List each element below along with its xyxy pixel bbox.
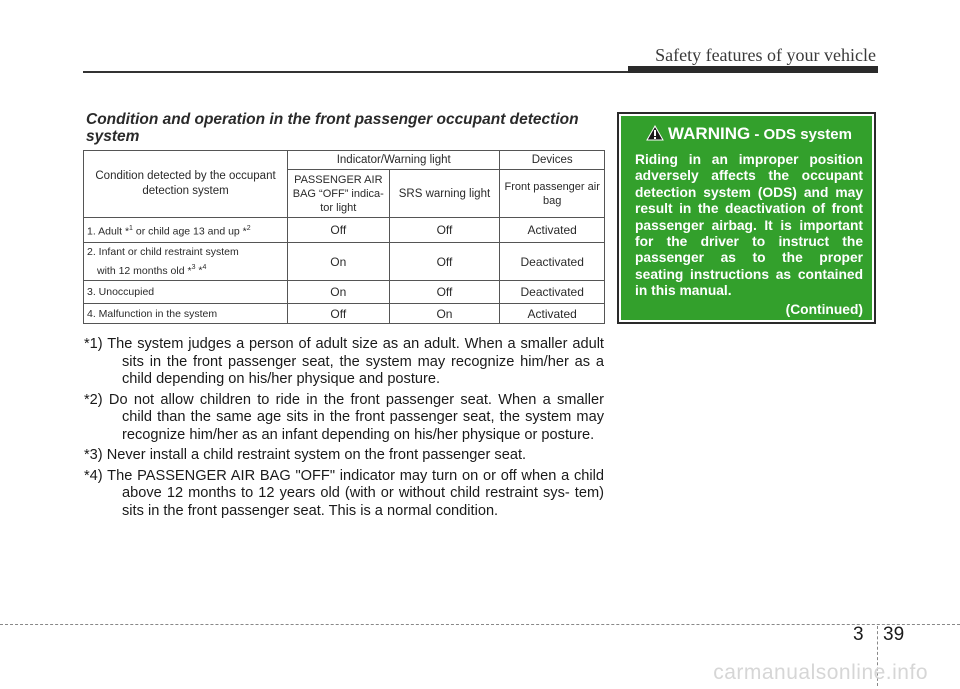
warning-triangle-icon bbox=[646, 125, 664, 146]
occupant-detection-table bbox=[83, 150, 605, 324]
header-condition: Condition detected by the occupant detection system bbox=[84, 151, 288, 218]
header-front-airbag: Front passenger air bag bbox=[500, 170, 605, 218]
running-header: Safety features of your vehicle bbox=[655, 45, 876, 65]
row-pab-value: On bbox=[288, 281, 390, 304]
chapter-number: 3 bbox=[853, 624, 864, 645]
row-condition: 2. Infant or child restraint system with 12 months old *$^3$ *$^4$ bbox=[84, 243, 288, 281]
row-pab-value: On bbox=[288, 243, 390, 281]
header-srs-light: SRS warning light bbox=[389, 170, 500, 218]
footnotes bbox=[84, 336, 604, 523]
row-condition: 1. Adult *$^1$ or child age 13 and up *$^2$ bbox=[84, 218, 288, 243]
footnote: *1) The system judges a person of adult size as an adult. When a smaller adult sits in the front passenger seat, the system may recognize him/her as a child depending on his/her physique and posture. bbox=[84, 336, 604, 387]
warning-heading: WARNING - ODS system bbox=[635, 124, 863, 146]
footer-rule bbox=[0, 624, 960, 625]
footnote: *4) The PASSENGER AIR BAG "OFF" indicator may turn on or off when a child above 12 months to 12 years old (with or without child restraint sys- tem) sits in the front passenger seat. This is a normal condition. bbox=[84, 467, 604, 519]
row-front-value: Deactivated bbox=[500, 243, 605, 281]
row-pab-value: Off bbox=[288, 218, 390, 243]
header-devices: Devices bbox=[500, 151, 605, 170]
row-pab-value: Off bbox=[288, 304, 390, 324]
header-rule bbox=[83, 71, 630, 73]
watermark: carmanualsonline.info bbox=[713, 661, 928, 684]
table-row bbox=[84, 243, 605, 281]
header-pab-light: PASSENGER AIR BAG “OFF” indica- tor light bbox=[288, 170, 390, 218]
footnote: *3) Never install a child restraint system on the front passenger seat. bbox=[84, 447, 527, 463]
row-front-value: Activated bbox=[500, 218, 605, 243]
warning-continued: (Continued) bbox=[785, 301, 863, 317]
page-number-value: 39 bbox=[883, 624, 905, 645]
row-condition: 4. Malfunction in the system bbox=[84, 304, 288, 324]
section-title: Condition and operation in the front passenger occupant detection system bbox=[86, 111, 579, 145]
warning-body: Riding in an improper position adversely affects the occupant detection system (ODS) and may result in the deactivation of front passenger airbag. It is important for the driver to instruct the passenger as to the proper seating instructions as contained in this manual. bbox=[635, 152, 863, 299]
row-srs-value: Off bbox=[389, 218, 500, 243]
footnote: *2) Do not allow children to ride in the front passenger seat. When a smaller child than the same age sits in the front passenger seat, the system may recognize him/her as an infant depending on his/her physique or posture. bbox=[84, 391, 604, 443]
row-front-value: Deactivated bbox=[500, 281, 605, 304]
row-srs-value: Off bbox=[389, 243, 500, 281]
warning-box bbox=[617, 112, 876, 324]
header-bar bbox=[628, 66, 878, 73]
table-row bbox=[84, 304, 605, 324]
row-srs-value: On bbox=[389, 304, 500, 324]
table-row bbox=[84, 218, 605, 243]
row-srs-value: Off bbox=[389, 281, 500, 304]
row-condition: 3. Unoccupied bbox=[84, 281, 288, 304]
header-indicator: Indicator/Warning light bbox=[288, 151, 500, 170]
row-front-value: Activated bbox=[500, 304, 605, 324]
table-row bbox=[84, 281, 605, 304]
